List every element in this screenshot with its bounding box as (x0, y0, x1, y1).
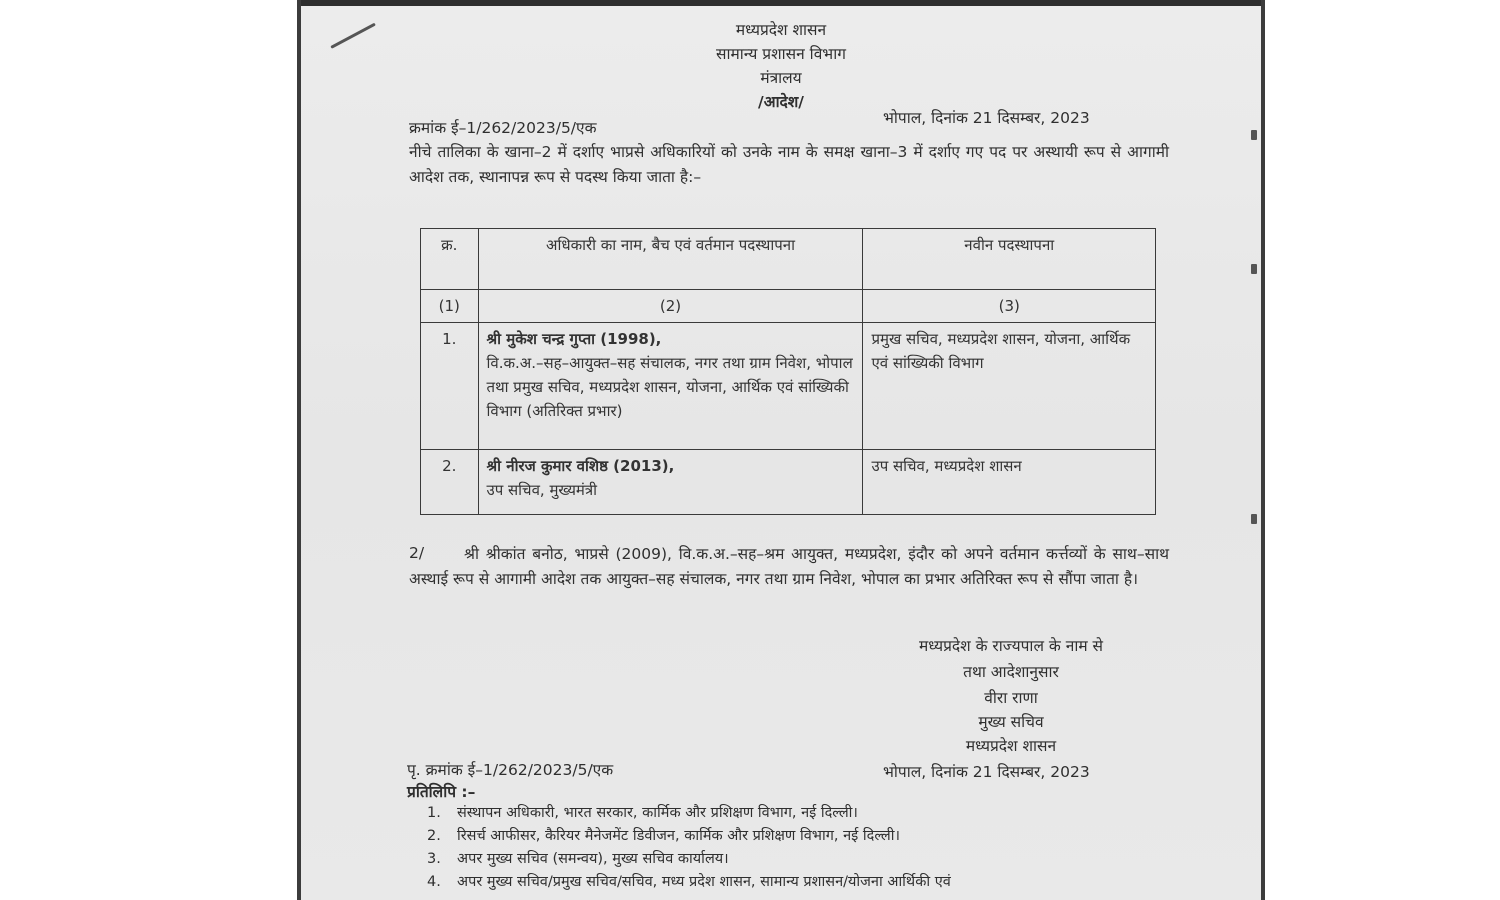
pen-tick-mark (330, 23, 376, 49)
list-item (427, 871, 1187, 894)
punch-mark (1251, 264, 1257, 274)
intro-paragraph: नीचे तालिका के खाना–2 में दर्शाए भाप्रसे अधिकारियों को उनके नाम के समक्ष खाना–3 में दर्शाए गए पद पर अस्थायी रूप से आगामी आदेश तक, स्थानापन्न रूप से पदस्थ किया जाता है:– (409, 143, 1169, 186)
table-header-row (421, 229, 1156, 290)
endorsement-number: पृ. क्रमांक ई–1/262/2023/5/एक (407, 761, 614, 779)
list-item (427, 802, 1187, 825)
order-place-date: भोपाल, दिनांक 21 दिसम्बर, 2023 (883, 109, 1090, 127)
list-item-text: अपर मुख्य सचिव (समन्वय), मुख्य सचिव कार्यालय। (457, 851, 729, 867)
table-row (421, 450, 1156, 515)
posting-table (420, 228, 1156, 515)
row-new-posting: उप सचिव, मध्यप्रदेश शासन (863, 450, 1156, 515)
officer-name: श्री मुकेश चन्द्र गुप्ता (1998), (486, 330, 662, 348)
col-number: (3) (863, 290, 1156, 323)
officer-current-posting: उप सचिव, मुख्यमंत्री (486, 481, 598, 499)
col-number: (2) (478, 290, 863, 323)
list-item-number: 3. (427, 851, 441, 867)
header-cell-sno: क्र. (421, 229, 479, 290)
header-government: मध्यप्रदेश शासन (735, 21, 827, 39)
table-row (421, 323, 1156, 450)
punch-mark (1251, 514, 1257, 524)
officer-current-posting: वि.क.अ.–सह–आयुक्त–सह संचालक, नगर तथा ग्राम निवेश, भोपाल तथा प्रमुख सचिव, मध्यप्रदेश शासन, योजना, आर्थिक एवं सांख्यिकी विभाग (अतिरिक्त प्रभार) (486, 354, 853, 420)
para2-text: श्री श्रीकांत बनोठ, भाप्रसे (2009), वि.क.अ.–सह–श्रम आयुक्त, मध्यप्रदेश, इंदौर को अपने वर्तमान कर्त्तव्यों के साथ–साथ अस्थाई रूप से आगामी आदेश तक आयुक्त–सह संचालक, नगर तथा ग्राम निवेश, भोपाल का प्रभार अतिरिक्त रूप से सौंपा जाता है। (409, 545, 1169, 588)
list-item-text: संस्थापन अधिकारी, भारत सरकार, कार्मिक और प्रशिक्षण विभाग, नई दिल्ली। (457, 805, 858, 821)
list-item (427, 848, 1187, 871)
list-item-number: 2. (427, 828, 441, 844)
copy-list (427, 802, 1187, 894)
header-doc-type: /आदेश/ (758, 93, 804, 111)
punch-mark (1251, 130, 1257, 140)
header-office: मंत्रालय (760, 69, 802, 87)
col-number: (1) (421, 290, 479, 323)
signatory-designation: मुख्य सचिव (978, 713, 1044, 731)
list-item-text: अपर मुख्य सचिव/प्रमुख सचिव/सचिव, मध्य प्रदेश शासन, सामान्य प्रशासन/योजना आर्थिकी एवं (457, 874, 951, 890)
signature-line1: मध्यप्रदेश के राज्यपाल के नाम से (918, 637, 1104, 655)
row-new-posting: प्रमुख सचिव, मध्यप्रदेश शासन, योजना, आर्थिक एवं सांख्यिकी विभाग (863, 323, 1156, 450)
officer-name: श्री नीरज कुमार वशिष्ठ (2013), (486, 457, 675, 475)
copy-label: प्रतिलिपि :– (407, 783, 476, 801)
order-number: क्रमांक ई–1/262/2023/5/एक (409, 119, 597, 137)
signatory-government: मध्यप्रदेश शासन (965, 737, 1057, 755)
list-item-number: 4. (427, 874, 441, 890)
header-cell-officer: अधिकारी का नाम, बैच एवं वर्तमान पदस्थापना (478, 229, 863, 290)
list-item (427, 825, 1187, 848)
document-page (301, 6, 1261, 900)
row-sno: 2. (421, 450, 479, 515)
header-department: सामान्य प्रशासन विभाग (716, 45, 846, 63)
header-cell-new-posting: नवीन पदस्थापना (863, 229, 1156, 290)
table-number-row (421, 290, 1156, 323)
row-sno: 1. (421, 323, 479, 450)
list-item-number: 1. (427, 805, 441, 821)
list-item-text: रिसर्च आफीसर, कैरियर मैनेजमेंट डिवीजन, कार्मिक और प्रशिक्षण विभाग, नई दिल्ली। (457, 828, 900, 844)
row-officer (478, 323, 863, 450)
signatory-name: वीरा राणा (984, 689, 1038, 707)
photo-frame-right (1261, 0, 1265, 900)
para2-number: 2/ (409, 544, 425, 562)
row-officer (478, 450, 863, 515)
endorsement-place-date: भोपाल, दिनांक 21 दिसम्बर, 2023 (883, 763, 1090, 781)
signature-line2: तथा आदेशानुसार (963, 663, 1059, 681)
